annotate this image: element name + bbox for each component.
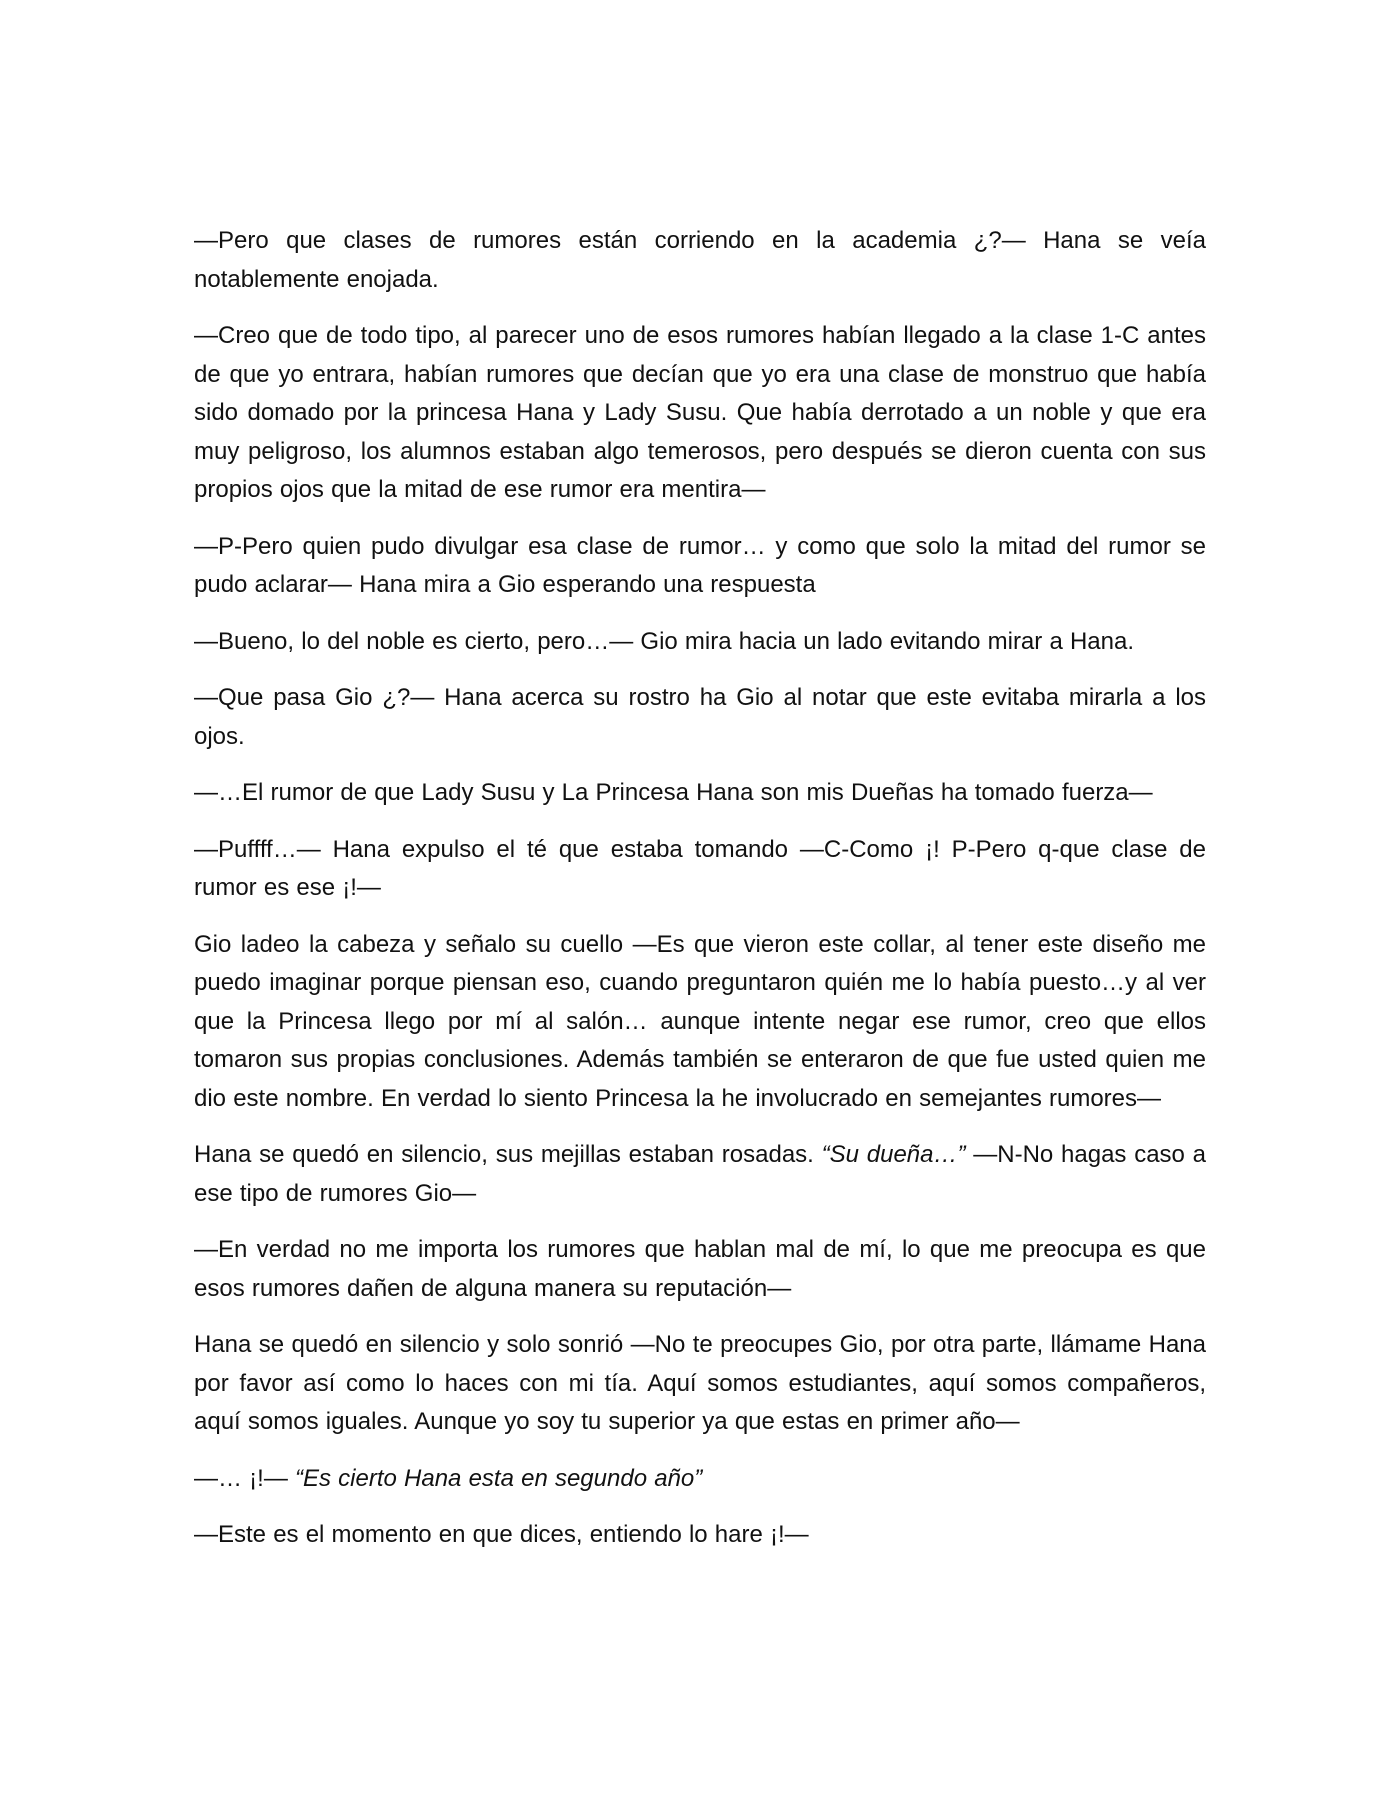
paragraph [194,1136,1206,1213]
text-segment: —Creo que de todo tipo, al parecer uno de esos rumores habían llegado a la clase 1-C antes de que yo entrara, habían rumores que decían que yo era una clase de monstruo que había sido domado por la princesa Hana y Lady Susu. Que había derrotado a un noble y que era muy peligroso, los alumnos estaban algo temerosos, pero después se dieron cuenta con sus propios ojos que la mitad de ese rumor era mentira— [194,322,1206,503]
text-segment: Gio ladeo la cabeza y señalo su cuello —Es que vieron este collar, al tener este diseño me puedo imaginar porque piensan eso, cuando preguntaron quién me lo había puesto…y al ver que la Princesa llego por mí al salón… aunque intente negar ese rumor, creo que ellos tomaron sus propias conclusiones. Además también se enteraron de que fue usted quien me dio este nombre. En verdad lo siento Princesa la he involucrado en semejantes rumores— [194,930,1206,1112]
text-segment: —En verdad no me importa los rumores que hablan mal de mí, lo que me preocupa es que esos rumores dañen de alguna manera su reputación— [194,1236,1206,1302]
paragraph [194,774,1206,813]
paragraph [194,1460,1206,1499]
paragraph [194,1326,1206,1442]
text-segment: Hana se quedó en silencio y solo sonrió —No te preocupes Gio, por otra parte, llámame Hana por favor así como lo haces con mi tía. Aquí somos estudiantes, aquí somos compañeros, aquí somos iguales. Aunque yo soy tu superior ya que estas en primer año— [194,1331,1206,1435]
italic-thought: “Su dueña…” [821,1141,966,1168]
paragraph [194,926,1206,1119]
paragraph [194,1516,1206,1555]
text-segment: —Puffff…— Hana expulso el té que estaba tomando —C-Como ¡! P-Pero q-que clase de rumor es ese ¡!— [194,835,1206,901]
text-segment: Hana se quedó en silencio, sus mejillas estaban rosadas. [194,1141,822,1168]
text-segment: —…El rumor de que Lady Susu y La Princesa Hana son mis Dueñas ha tomado fuerza— [194,779,1153,806]
text-segment: —Que pasa Gio ¿?— Hana acerca su rostro ha Gio al notar que este evitaba mirarla a los ojos. [194,684,1206,750]
text-segment: —P-Pero quien pudo divulgar esa clase de rumor… y como que solo la mitad del rumor se pudo aclarar— Hana mira a Gio esperando una respuesta [194,532,1206,598]
paragraph [194,528,1206,605]
paragraph [194,679,1206,756]
text-segment: —N-No hagas caso a ese tipo de rumores Gio— [194,1141,1207,1207]
paragraph [194,222,1206,299]
text-segment: —… ¡!— [194,1464,295,1492]
paragraph [194,317,1206,510]
text-segment: —Bueno, lo del noble es cierto, pero…— Gio mira hacia un lado evitando mirar a Hana. [194,627,1134,655]
paragraph [194,623,1206,662]
text-segment: —Pero que clases de rumores están corriendo en la academia ¿?— Hana se veía notablemente enojada. [194,227,1206,293]
paragraph [194,831,1206,908]
paragraph [194,1231,1206,1308]
italic-thought: “Es cierto Hana esta en segundo año” [295,1464,703,1492]
text-segment: —Este es el momento en que dices, entiendo lo hare ¡!— [194,1521,809,1548]
document-page [194,222,1206,1573]
